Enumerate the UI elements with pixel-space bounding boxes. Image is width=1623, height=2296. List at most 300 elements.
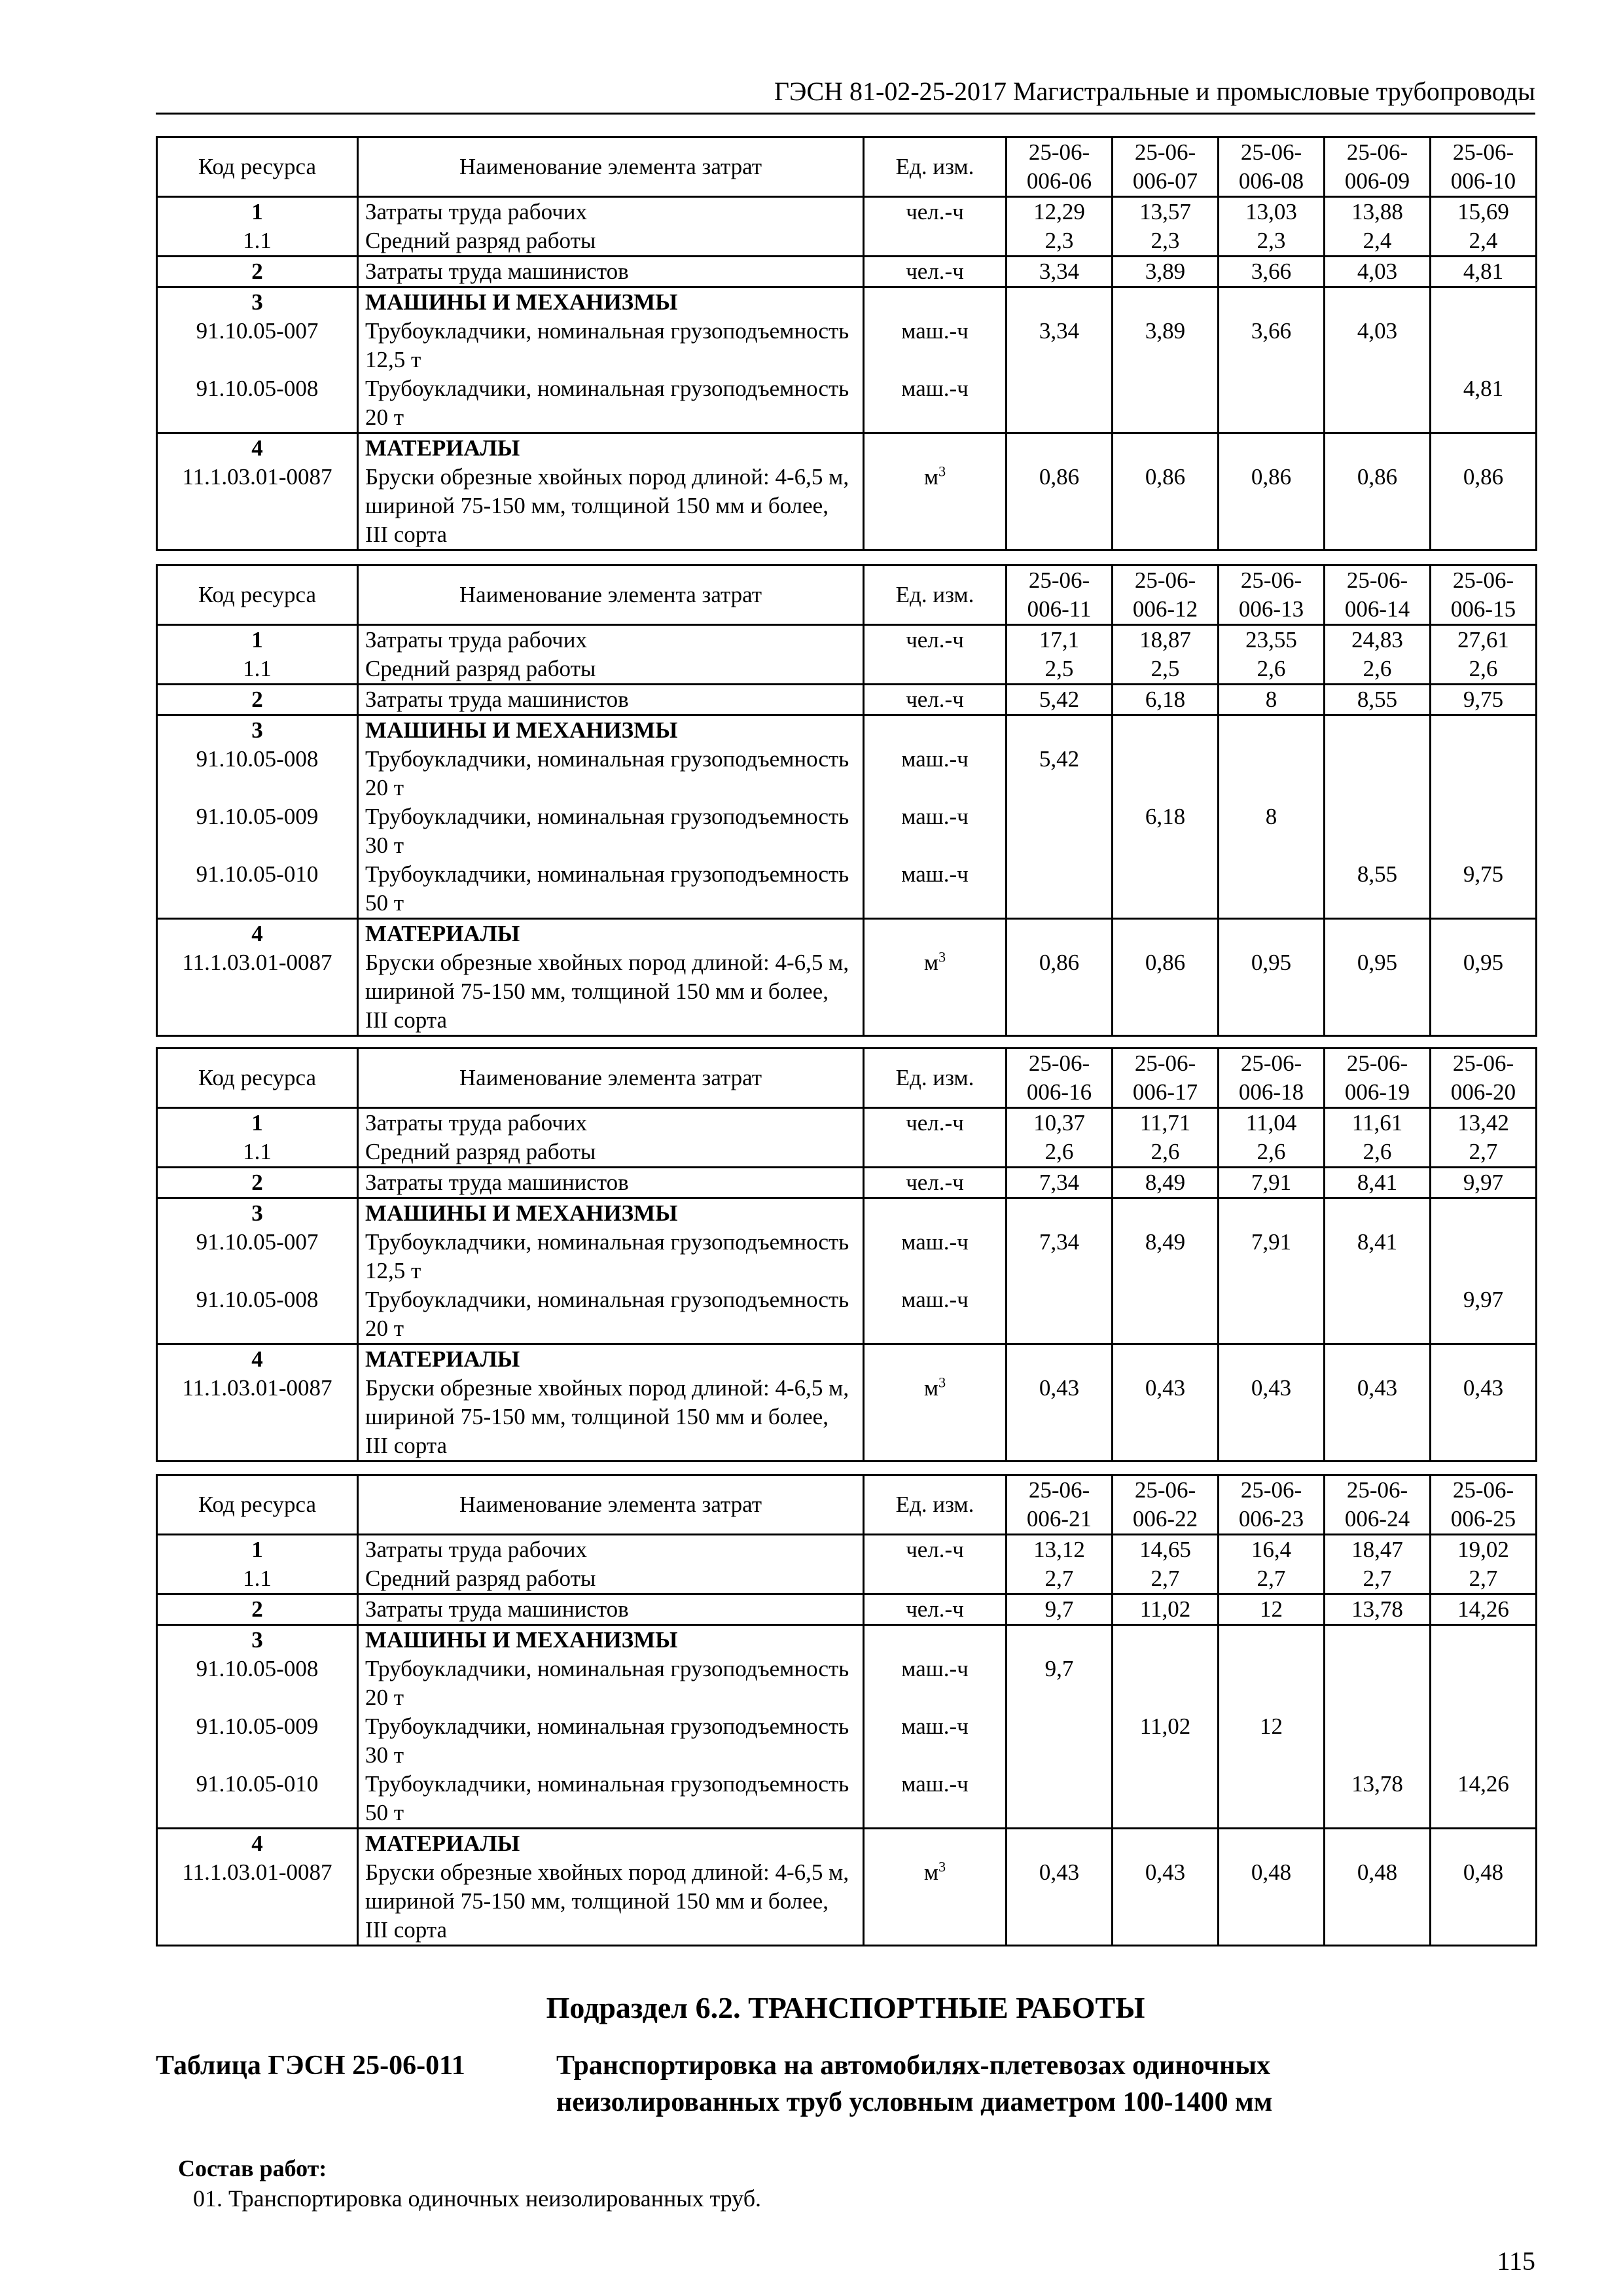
table-row xyxy=(157,433,1537,463)
value-cell: 8,49 xyxy=(1113,1228,1219,1285)
cost-element-name: Затраты труда рабочих xyxy=(358,1535,864,1565)
value-cell: 12 xyxy=(1219,1712,1325,1770)
value-cell: 2,6 xyxy=(1219,1138,1325,1168)
table-row xyxy=(157,1535,1537,1565)
table-row xyxy=(157,1198,1537,1229)
value-cell: 7,91 xyxy=(1219,1228,1325,1285)
table-header-row xyxy=(157,137,1537,197)
unit-cell xyxy=(864,1168,1007,1198)
table-row xyxy=(157,226,1537,257)
value-cell: 2,7 xyxy=(1431,1138,1537,1168)
unit-text: чел.-ч xyxy=(906,1537,964,1562)
unit-text: маш.-ч xyxy=(901,1229,969,1255)
value-cell: 2,7 xyxy=(1113,1564,1219,1594)
value-cell: 0,43 xyxy=(1113,1374,1219,1462)
table-row xyxy=(157,1374,1537,1462)
cost-element-name: Бруски обрезные хвойных пород длиной: 4-6,5 м, шириной 75-150 мм, толщиной 150 мм и более, III сорта xyxy=(358,1374,864,1462)
header-norm-code: 25-06-006-16 xyxy=(1007,1049,1113,1108)
resource-code: 4 xyxy=(157,1829,358,1859)
resource-table xyxy=(156,136,1537,551)
resource-code: 91.10.05-007 xyxy=(157,317,358,374)
empty-cell xyxy=(1007,1198,1113,1229)
value-cell: 13,57 xyxy=(1113,197,1219,227)
unit-cell xyxy=(864,625,1007,655)
value-cell: 15,69 xyxy=(1431,197,1537,227)
value-cell: 11,71 xyxy=(1113,1108,1219,1138)
cost-element-name: Средний разряд работы xyxy=(358,1138,864,1168)
unit-cell xyxy=(864,1655,1007,1712)
header-norm-code: 25-06-006-19 xyxy=(1325,1049,1431,1108)
unit-cell xyxy=(864,463,1007,550)
value-cell: 6,18 xyxy=(1113,802,1219,860)
value-cell: 2,4 xyxy=(1325,226,1431,257)
header-unit: Ед. изм. xyxy=(864,137,1007,197)
value-cell: 3,66 xyxy=(1219,317,1325,374)
resource-code: 11.1.03.01-0087 xyxy=(157,463,358,550)
header-norm-code: 25-06-006-12 xyxy=(1113,565,1219,625)
unit-text: чел.-ч xyxy=(906,1596,964,1622)
value-cell: 0,86 xyxy=(1113,948,1219,1036)
value-cell: 13,88 xyxy=(1325,197,1431,227)
value-cell xyxy=(1431,1712,1537,1770)
header-norm-code: 25-06-006-09 xyxy=(1325,137,1431,197)
table-row xyxy=(157,1625,1537,1655)
unit-cell xyxy=(864,1712,1007,1770)
unit-cell xyxy=(864,1108,1007,1138)
header-name: Наименование элемента затрат xyxy=(358,137,864,197)
empty-cell xyxy=(864,1344,1007,1374)
resource-code: 2 xyxy=(157,1594,358,1625)
empty-cell xyxy=(1431,1198,1537,1229)
value-cell: 14,26 xyxy=(1431,1594,1537,1625)
empty-cell xyxy=(1113,919,1219,949)
section-title: МАТЕРИАЛЫ xyxy=(358,1829,864,1859)
value-cell xyxy=(1007,860,1113,919)
value-cell: 14,26 xyxy=(1431,1770,1537,1829)
value-cell xyxy=(1219,1285,1325,1344)
value-cell: 2,7 xyxy=(1219,1564,1325,1594)
unit-text: м xyxy=(923,1859,939,1885)
section-title: МАТЕРИАЛЫ xyxy=(358,1344,864,1374)
value-cell xyxy=(1325,745,1431,802)
value-cell: 23,55 xyxy=(1219,625,1325,655)
value-cell: 2,3 xyxy=(1219,226,1325,257)
unit-text: чел.-ч xyxy=(906,1170,964,1195)
value-cell: 0,86 xyxy=(1007,948,1113,1036)
unit-cell xyxy=(864,1594,1007,1625)
resource-code: 3 xyxy=(157,715,358,745)
value-cell: 0,43 xyxy=(1325,1374,1431,1462)
value-cell: 13,78 xyxy=(1325,1770,1431,1829)
header-norm-code: 25-06-006-13 xyxy=(1219,565,1325,625)
empty-cell xyxy=(1113,433,1219,463)
value-cell: 8,41 xyxy=(1325,1168,1431,1198)
empty-cell xyxy=(1325,919,1431,949)
header-unit: Ед. изм. xyxy=(864,1475,1007,1535)
value-cell: 4,81 xyxy=(1431,374,1537,433)
sostav-heading: Состав работ: xyxy=(178,2155,327,2181)
value-cell: 8 xyxy=(1219,802,1325,860)
unit-cell xyxy=(864,257,1007,287)
empty-cell xyxy=(1007,433,1113,463)
cost-element-name: Трубоукладчики, номинальная грузоподъемность 20 т xyxy=(358,1655,864,1712)
cost-element-name: Средний разряд работы xyxy=(358,226,864,257)
empty-cell xyxy=(1219,1625,1325,1655)
value-cell xyxy=(1007,802,1113,860)
resource-code: 2 xyxy=(157,1168,358,1198)
header-norm-code: 25-06-006-14 xyxy=(1325,565,1431,625)
value-cell: 5,42 xyxy=(1007,745,1113,802)
empty-cell xyxy=(864,919,1007,949)
value-cell: 2,7 xyxy=(1431,1564,1537,1594)
resource-code: 1 xyxy=(157,1535,358,1565)
value-cell: 14,65 xyxy=(1113,1535,1219,1565)
value-cell: 8,55 xyxy=(1325,685,1431,715)
value-cell: 2,6 xyxy=(1431,655,1537,685)
value-cell: 4,03 xyxy=(1325,317,1431,374)
cost-element-name: Затраты труда рабочих xyxy=(358,197,864,227)
value-cell xyxy=(1431,745,1537,802)
table-row xyxy=(157,1858,1537,1946)
cost-element-name: Затраты труда рабочих xyxy=(358,625,864,655)
resource-code: 4 xyxy=(157,1344,358,1374)
value-cell: 5,42 xyxy=(1007,685,1113,715)
cost-element-name: Трубоукладчики, номинальная грузоподъемность 20 т xyxy=(358,1285,864,1344)
table-title: Транспортировка на автомобилях-плетевозах одиночных неизолированных труб условным диаметром 100-1400 мм xyxy=(556,2051,1273,2117)
value-cell: 16,4 xyxy=(1219,1535,1325,1565)
table-row xyxy=(157,1770,1537,1829)
table-row xyxy=(157,1344,1537,1374)
table-row xyxy=(157,625,1537,655)
value-cell xyxy=(1113,860,1219,919)
unit-cell xyxy=(864,1535,1007,1565)
value-cell: 0,86 xyxy=(1007,463,1113,550)
value-cell: 2,6 xyxy=(1219,655,1325,685)
empty-cell xyxy=(1007,287,1113,317)
value-cell: 2,6 xyxy=(1007,1138,1113,1168)
cost-element-name: Бруски обрезные хвойных пород длиной: 4-6,5 м, шириной 75-150 мм, толщиной 150 мм и более, III сорта xyxy=(358,463,864,550)
cost-element-name: Бруски обрезные хвойных пород длиной: 4-6,5 м, шириной 75-150 мм, толщиной 150 мм и более, III сорта xyxy=(358,948,864,1036)
value-cell: 13,78 xyxy=(1325,1594,1431,1625)
value-cell: 2,5 xyxy=(1007,655,1113,685)
value-cell xyxy=(1219,374,1325,433)
value-cell xyxy=(1431,1228,1537,1285)
resource-code: 91.10.05-010 xyxy=(157,1770,358,1829)
table-row xyxy=(157,715,1537,745)
resource-code: 1 xyxy=(157,197,358,227)
unit-text: м xyxy=(923,950,939,975)
unit-text: маш.-ч xyxy=(901,318,969,344)
resource-code: 11.1.03.01-0087 xyxy=(157,1858,358,1946)
value-cell: 4,81 xyxy=(1431,257,1537,287)
page-number: 115 xyxy=(1497,2246,1535,2276)
value-cell: 6,18 xyxy=(1113,685,1219,715)
header-norm-code: 25-06-006-20 xyxy=(1431,1049,1537,1108)
section-title: МАТЕРИАЛЫ xyxy=(358,919,864,949)
value-cell: 8,41 xyxy=(1325,1228,1431,1285)
value-cell: 2,7 xyxy=(1007,1564,1113,1594)
header-norm-code: 25-06-006-11 xyxy=(1007,565,1113,625)
header-unit: Ед. изм. xyxy=(864,1049,1007,1108)
header-norm-code: 25-06-006-10 xyxy=(1431,137,1537,197)
table-row xyxy=(157,1829,1537,1859)
header-code: Код ресурса xyxy=(157,1049,358,1108)
value-cell xyxy=(1325,1655,1431,1712)
unit-text: м xyxy=(923,464,939,490)
resource-code: 2 xyxy=(157,257,358,287)
table-row xyxy=(157,317,1537,374)
empty-cell xyxy=(864,433,1007,463)
empty-cell xyxy=(864,715,1007,745)
subsection-title: Подраздел 6.2. ТРАНСПОРТНЫЕ РАБОТЫ xyxy=(546,1991,1145,2024)
cost-element-name: Трубоукладчики, номинальная грузоподъемность 12,5 т xyxy=(358,317,864,374)
header-norm-code: 25-06-006-18 xyxy=(1219,1049,1325,1108)
resource-code: 91.10.05-009 xyxy=(157,802,358,860)
value-cell: 9,75 xyxy=(1431,860,1537,919)
unit-text: м xyxy=(923,1375,939,1401)
empty-cell xyxy=(1325,1198,1431,1229)
value-cell: 2,3 xyxy=(1113,226,1219,257)
resource-code: 1.1 xyxy=(157,1564,358,1594)
value-cell: 0,43 xyxy=(1219,1374,1325,1462)
table-row xyxy=(157,685,1537,715)
empty-cell xyxy=(864,287,1007,317)
header-name: Наименование элемента затрат xyxy=(358,1049,864,1108)
table-row xyxy=(157,463,1537,550)
table-row xyxy=(157,1138,1537,1168)
resource-table xyxy=(156,1047,1537,1462)
unit-superscript: 3 xyxy=(938,948,946,965)
unit-cell xyxy=(864,1858,1007,1946)
value-cell: 7,34 xyxy=(1007,1168,1113,1198)
empty-cell xyxy=(1113,1198,1219,1229)
cost-element-name: Трубоукладчики, номинальная грузоподъемность 20 т xyxy=(358,745,864,802)
value-cell: 0,86 xyxy=(1113,463,1219,550)
cost-element-name: Трубоукладчики, номинальная грузоподъемность 30 т xyxy=(358,802,864,860)
value-cell: 8,49 xyxy=(1113,1168,1219,1198)
value-cell: 0,43 xyxy=(1113,1858,1219,1946)
table-row xyxy=(157,745,1537,802)
empty-cell xyxy=(1007,1344,1113,1374)
resource-table xyxy=(156,564,1537,1037)
table-row xyxy=(157,1228,1537,1285)
table-row xyxy=(157,1712,1537,1770)
resource-code: 1.1 xyxy=(157,655,358,685)
resource-code: 4 xyxy=(157,433,358,463)
unit-text: чел.-ч xyxy=(906,627,964,653)
value-cell: 13,12 xyxy=(1007,1535,1113,1565)
unit-text: чел.-ч xyxy=(906,687,964,712)
resource-code: 91.10.05-008 xyxy=(157,374,358,433)
value-cell: 2,7 xyxy=(1325,1564,1431,1594)
cost-element-name: Затраты труда машинистов xyxy=(358,685,864,715)
section-title: МАТЕРИАЛЫ xyxy=(358,433,864,463)
empty-cell xyxy=(1431,433,1537,463)
value-cell: 3,34 xyxy=(1007,317,1113,374)
resource-code: 1.1 xyxy=(157,226,358,257)
header-norm-code: 25-06-006-21 xyxy=(1007,1475,1113,1535)
header-norm-code: 25-06-006-22 xyxy=(1113,1475,1219,1535)
cost-element-name: Средний разряд работы xyxy=(358,1564,864,1594)
header-norm-code: 25-06-006-24 xyxy=(1325,1475,1431,1535)
resource-code: 91.10.05-008 xyxy=(157,1655,358,1712)
unit-cell xyxy=(864,1770,1007,1829)
value-cell xyxy=(1113,1655,1219,1712)
table-row xyxy=(157,1594,1537,1625)
section-title: МАШИНЫ И МЕХАНИЗМЫ xyxy=(358,1198,864,1229)
value-cell xyxy=(1113,374,1219,433)
empty-cell xyxy=(1431,287,1537,317)
unit-cell xyxy=(864,197,1007,227)
value-cell: 0,48 xyxy=(1431,1858,1537,1946)
value-cell: 0,95 xyxy=(1431,948,1537,1036)
value-cell: 17,1 xyxy=(1007,625,1113,655)
value-cell: 3,89 xyxy=(1113,317,1219,374)
value-cell: 2,5 xyxy=(1113,655,1219,685)
resource-code: 91.10.05-010 xyxy=(157,860,358,919)
value-cell xyxy=(1219,1770,1325,1829)
unit-cell xyxy=(864,655,1007,685)
empty-cell xyxy=(1325,1625,1431,1655)
value-cell xyxy=(1431,317,1537,374)
table-row xyxy=(157,287,1537,317)
resource-code: 1.1 xyxy=(157,1138,358,1168)
table-row xyxy=(157,1168,1537,1198)
value-cell: 2,6 xyxy=(1325,1138,1431,1168)
table-row xyxy=(157,197,1537,227)
table-row xyxy=(157,948,1537,1036)
value-cell: 8 xyxy=(1219,685,1325,715)
unit-cell xyxy=(864,685,1007,715)
resource-code: 91.10.05-008 xyxy=(157,745,358,802)
value-cell xyxy=(1219,1655,1325,1712)
resource-code: 91.10.05-007 xyxy=(157,1228,358,1285)
header-code: Код ресурса xyxy=(157,1475,358,1535)
table-row xyxy=(157,919,1537,949)
table-label: Таблица ГЭСН 25-06-011 xyxy=(156,2051,465,2081)
unit-text: маш.-ч xyxy=(901,1656,969,1681)
table-row xyxy=(157,1285,1537,1344)
empty-cell xyxy=(1431,1829,1537,1859)
empty-cell xyxy=(1113,287,1219,317)
value-cell: 9,7 xyxy=(1007,1594,1113,1625)
cost-element-name: Затраты труда машинистов xyxy=(358,1594,864,1625)
value-cell: 19,02 xyxy=(1431,1535,1537,1565)
value-cell xyxy=(1431,802,1537,860)
empty-cell xyxy=(1431,919,1537,949)
empty-cell xyxy=(1431,715,1537,745)
empty-cell xyxy=(1219,715,1325,745)
value-cell: 0,43 xyxy=(1007,1374,1113,1462)
unit-cell xyxy=(864,948,1007,1036)
unit-cell xyxy=(864,802,1007,860)
header-norm-code: 25-06-006-23 xyxy=(1219,1475,1325,1535)
unit-text: чел.-ч xyxy=(906,199,964,224)
value-cell: 0,43 xyxy=(1431,1374,1537,1462)
section-title: МАШИНЫ И МЕХАНИЗМЫ xyxy=(358,1625,864,1655)
value-cell: 11,61 xyxy=(1325,1108,1431,1138)
unit-cell xyxy=(864,1285,1007,1344)
unit-text: чел.-ч xyxy=(906,259,964,284)
cost-element-name: Затраты труда рабочих xyxy=(358,1108,864,1138)
value-cell xyxy=(1431,1655,1537,1712)
cost-element-name: Бруски обрезные хвойных пород длиной: 4-6,5 м, шириной 75-150 мм, толщиной 150 мм и более, III сорта xyxy=(358,1858,864,1946)
unit-text: маш.-ч xyxy=(901,1713,969,1739)
empty-cell xyxy=(1113,1829,1219,1859)
unit-superscript: 3 xyxy=(938,1858,946,1875)
value-cell: 3,34 xyxy=(1007,257,1113,287)
value-cell: 18,47 xyxy=(1325,1535,1431,1565)
value-cell: 13,42 xyxy=(1431,1108,1537,1138)
value-cell: 10,37 xyxy=(1007,1108,1113,1138)
empty-cell xyxy=(1219,1344,1325,1374)
value-cell: 7,91 xyxy=(1219,1168,1325,1198)
empty-cell xyxy=(1219,433,1325,463)
value-cell xyxy=(1113,1285,1219,1344)
unit-cell xyxy=(864,374,1007,433)
value-cell xyxy=(1007,374,1113,433)
empty-cell xyxy=(1219,287,1325,317)
value-cell xyxy=(1325,1285,1431,1344)
unit-cell xyxy=(864,745,1007,802)
unit-cell xyxy=(864,226,1007,257)
value-cell xyxy=(1007,1712,1113,1770)
table-row xyxy=(157,802,1537,860)
table-row xyxy=(157,655,1537,685)
value-cell xyxy=(1325,374,1431,433)
value-cell xyxy=(1007,1285,1113,1344)
header-norm-code: 25-06-006-17 xyxy=(1113,1049,1219,1108)
cost-element-name: Трубоукладчики, номинальная грузоподъемность 50 т xyxy=(358,860,864,919)
value-cell: 3,66 xyxy=(1219,257,1325,287)
resource-code: 4 xyxy=(157,919,358,949)
value-cell: 0,86 xyxy=(1325,463,1431,550)
value-cell: 7,34 xyxy=(1007,1228,1113,1285)
value-cell: 4,03 xyxy=(1325,257,1431,287)
unit-cell xyxy=(864,1374,1007,1462)
unit-cell xyxy=(864,1564,1007,1594)
empty-cell xyxy=(1431,1625,1537,1655)
unit-superscript: 3 xyxy=(938,1374,946,1391)
table-header-row xyxy=(157,1475,1537,1535)
header-code: Код ресурса xyxy=(157,565,358,625)
resource-code: 3 xyxy=(157,287,358,317)
value-cell: 27,61 xyxy=(1431,625,1537,655)
table-row xyxy=(157,1655,1537,1712)
empty-cell xyxy=(864,1829,1007,1859)
resource-code: 91.10.05-008 xyxy=(157,1285,358,1344)
value-cell: 13,03 xyxy=(1219,197,1325,227)
cost-element-name: Трубоукладчики, номинальная грузоподъемность 50 т xyxy=(358,1770,864,1829)
value-cell: 12,29 xyxy=(1007,197,1113,227)
value-cell xyxy=(1219,860,1325,919)
header-name: Наименование элемента затрат xyxy=(358,565,864,625)
value-cell xyxy=(1219,745,1325,802)
table-row xyxy=(157,257,1537,287)
value-cell: 12 xyxy=(1219,1594,1325,1625)
empty-cell xyxy=(1431,1344,1537,1374)
empty-cell xyxy=(864,1625,1007,1655)
value-cell: 0,86 xyxy=(1219,463,1325,550)
resource-code: 91.10.05-009 xyxy=(157,1712,358,1770)
empty-cell xyxy=(1007,1829,1113,1859)
unit-text: маш.-ч xyxy=(901,376,969,401)
value-cell: 0,86 xyxy=(1431,463,1537,550)
unit-cell xyxy=(864,1138,1007,1168)
cost-element-name: Трубоукладчики, номинальная грузоподъемность 20 т xyxy=(358,374,864,433)
resource-code: 3 xyxy=(157,1625,358,1655)
cost-element-name: Затраты труда машинистов xyxy=(358,1168,864,1198)
